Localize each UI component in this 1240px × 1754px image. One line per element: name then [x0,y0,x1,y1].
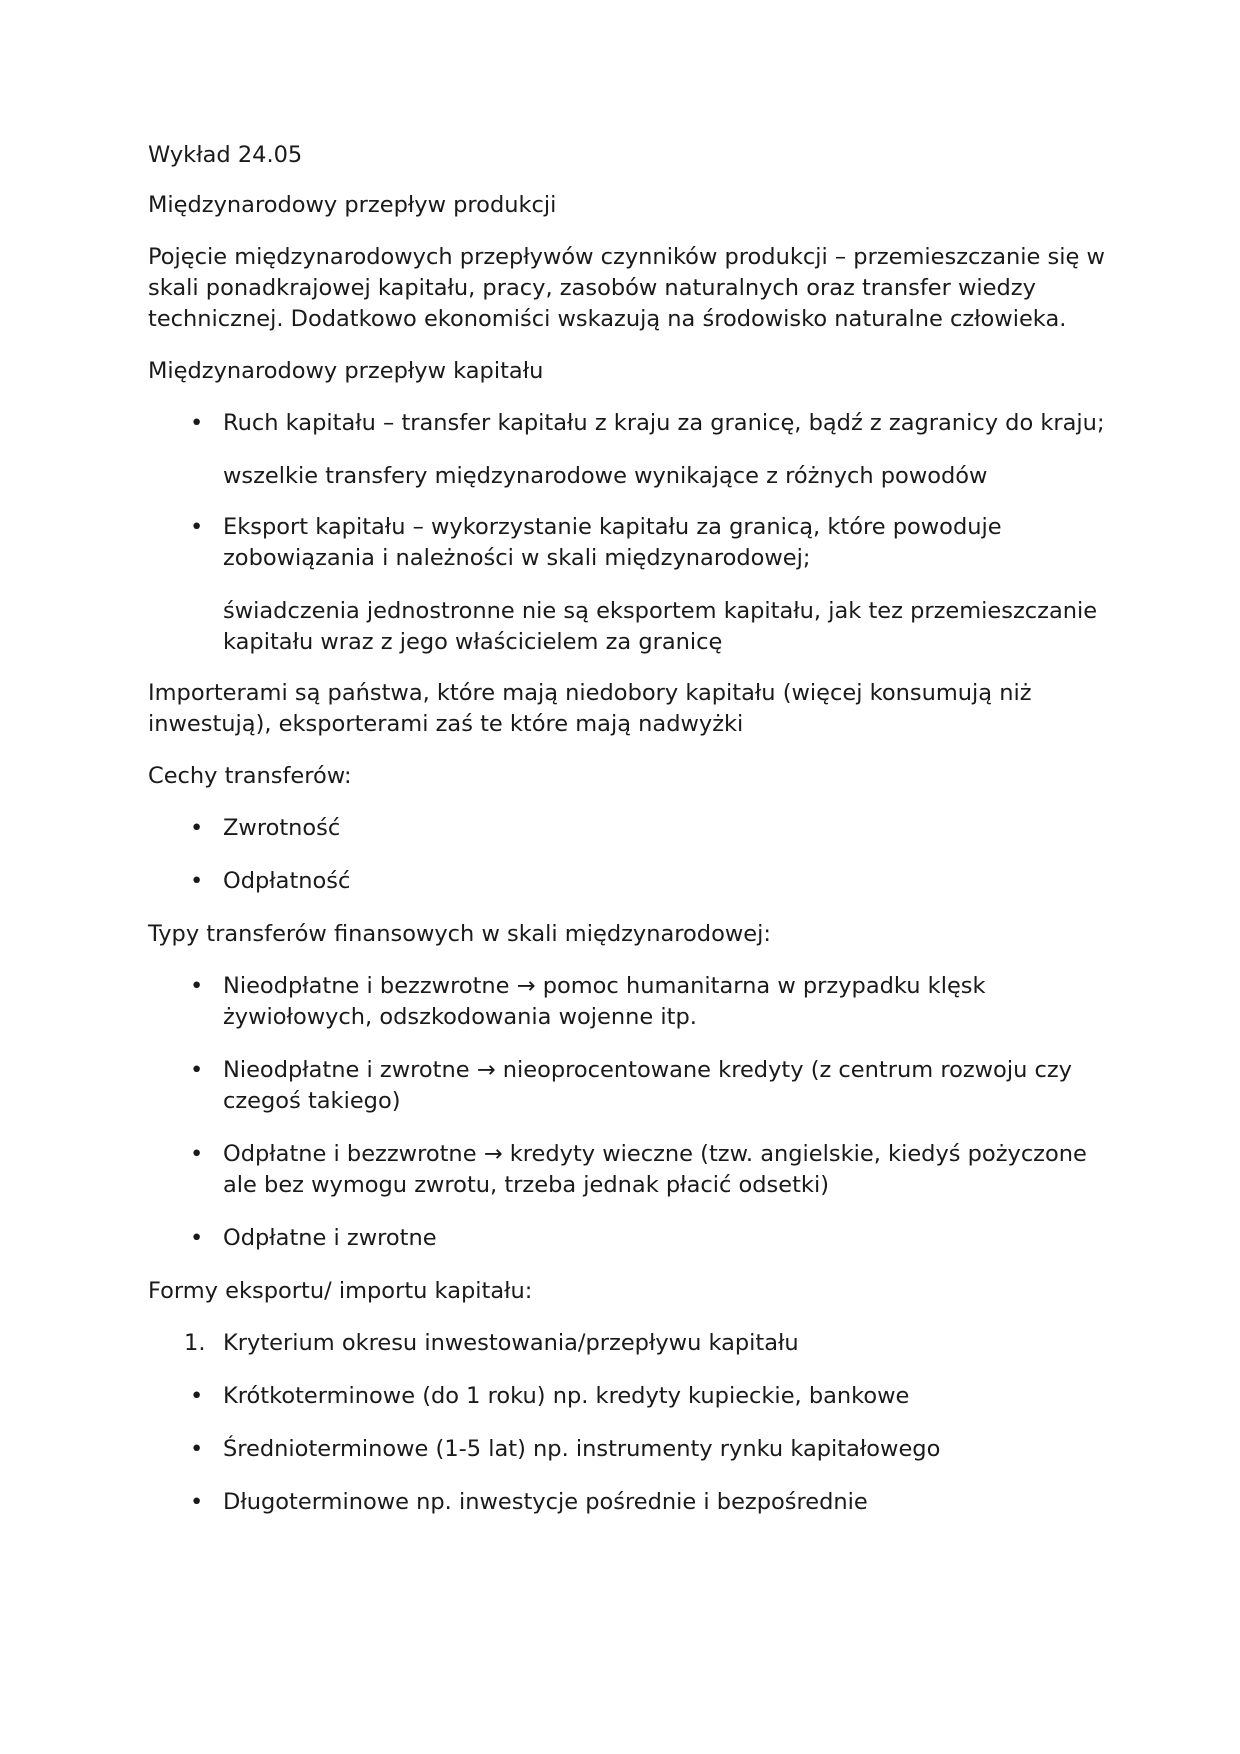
heading-production-flow: Międzynarodowy przepływ produkcji [148,192,557,218]
criteria-list [148,1328,1108,1359]
list-item-text: Ruch kapitału – transfer kapitału z kraju za granicę, bądź z zagranicy do kraju; [223,410,1105,436]
heading-export-forms: Formy eksportu/ importu kapitału: [148,1278,533,1304]
bullet-icon: • [190,1383,204,1409]
lecture-title: Wykład 24.05 [148,142,303,168]
heading-transfer-types: Typy transferów finansowych w skali międzynarodowej: [148,921,771,947]
bullet-icon: • [190,1489,204,1515]
list-item-desc: nieoprocentowane kredyty (z centrum rozwoju czy czegoś takiego) [223,1057,1072,1114]
capital-flow-list [148,408,1108,439]
paragraph-importers: Importerami są państwa, które mają niedobory kapitału (więcej konsumują niż inwestują), eksporterami zaś te które mają nadwyżki [148,680,1032,737]
bullet-icon: • [190,815,204,841]
list-item [148,512,1108,574]
bullet-icon: • [190,514,204,540]
document-page [148,140,1108,1540]
list-item-term: Nieodpłatne i zwrotne [223,1057,470,1083]
numbered-item [148,1328,1108,1359]
list-item [148,1139,1108,1201]
list-item [148,1223,1108,1254]
arrow-right-icon: → [483,1141,503,1167]
list-item [148,408,1108,439]
transfer-types-list [148,971,1108,1254]
paragraph-definition: Pojęcie międzynarodowych przepływów czynników produkcji – przemieszczanie się w skali ponadkrajowej kapitału, pracy, zasobów naturalnych oraz transfer wiedzy technicznej. Dodatkowo ekonomiści wskazują na środowisko naturalne człowieka. [148,244,1105,332]
item-number: 1. [184,1330,206,1356]
list-item [148,1381,1108,1412]
list-item-text: Długoterminowe np. inwestycje pośrednie i bezpośrednie [223,1489,868,1515]
list-item-text: Odpłatność [223,868,351,894]
list-item-term: Odpłatne i zwrotne [223,1225,437,1251]
list-item [148,971,1108,1033]
list-item-text: Średnioterminowe (1-5 lat) np. instrumenty rynku kapitałowego [223,1436,941,1462]
bullet-icon: • [190,868,204,894]
list-item-term: Odpłatne i bezzwrotne [223,1141,477,1167]
arrow-right-icon: → [476,1057,496,1083]
term-list [148,1381,1108,1518]
features-list [148,813,1108,897]
numbered-item-text: Kryterium okresu inwestowania/przepływu kapitału [223,1330,799,1356]
list-item-text: Zwrotność [223,815,341,841]
bullet-icon: • [190,1436,204,1462]
sub-paragraph: świadczenia jednostronne nie są eksportem kapitału, jak tez przemieszczanie kapitału wraz z jego właścicielem za granicę [223,598,1098,655]
list-item-text: Krótkoterminowe (do 1 roku) np. kredyty kupieckie, bankowe [223,1383,910,1409]
arrow-right-icon: → [516,973,536,999]
heading-transfer-features: Cechy transferów: [148,763,352,789]
list-item [148,1055,1108,1117]
list-item-text: Eksport kapitału – wykorzystanie kapitału za granicą, które powoduje zobowiązania i należności w skali międzynarodowej; [223,514,1002,571]
bullet-icon: • [190,410,204,436]
bullet-icon: • [190,973,204,999]
list-item [148,1434,1108,1465]
list-item-desc: pomoc humanitarna w przypadku klęsk żywiołowych, odszkodowania wojenne itp. [223,973,986,1030]
sub-paragraph: wszelkie transfery międzynarodowe wynikające z różnych powodów [223,463,988,489]
list-item [148,1487,1108,1518]
bullet-icon: • [190,1057,204,1083]
capital-export-list [148,512,1108,574]
list-item-term: Nieodpłatne i bezzwrotne [223,973,510,999]
list-item [148,813,1108,844]
list-item [148,866,1108,897]
bullet-icon: • [190,1141,204,1167]
heading-capital-flow: Międzynarodowy przepływ kapitału [148,358,544,384]
bullet-icon: • [190,1225,204,1251]
list-item-desc: kredyty wieczne (tzw. angielskie, kiedyś pożyczone ale bez wymogu zwrotu, trzeba jednak płacić odsetki) [223,1141,1087,1198]
